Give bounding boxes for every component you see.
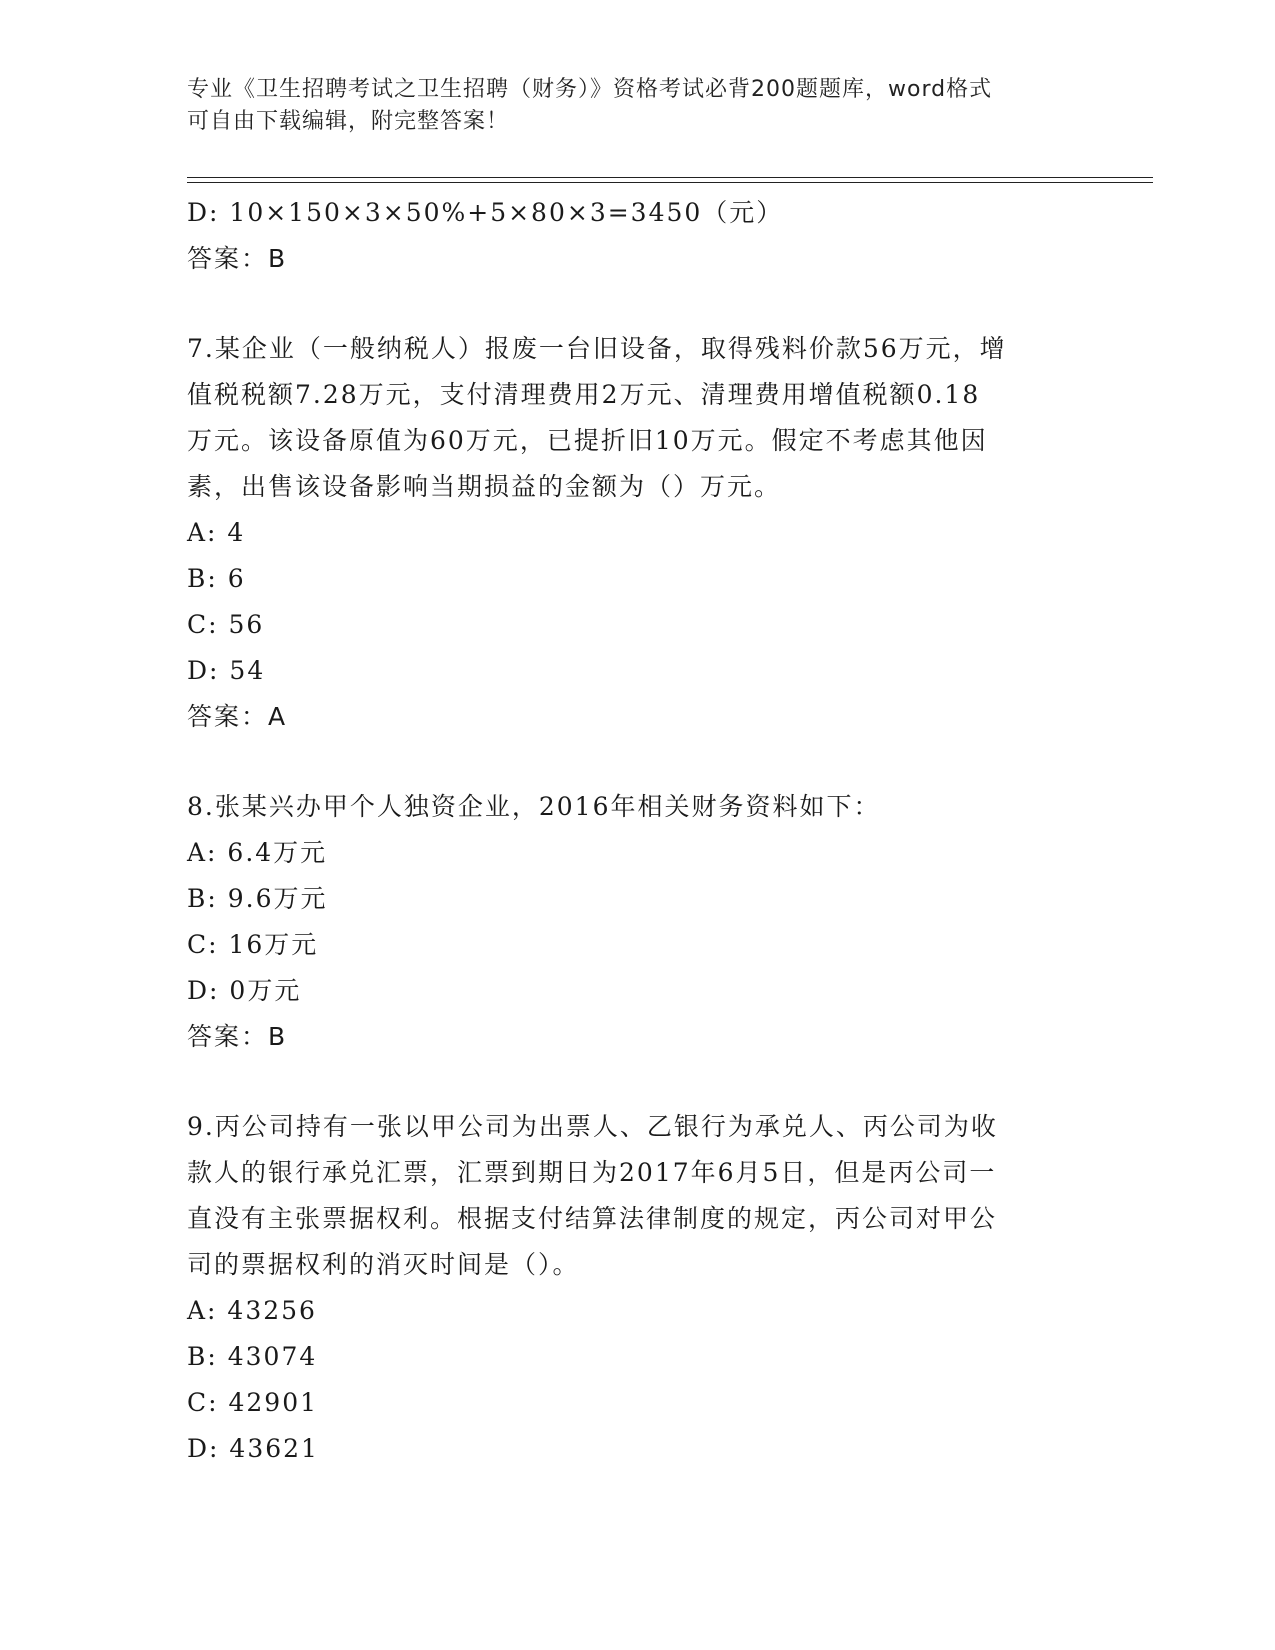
header-divider-bottom	[187, 182, 1153, 183]
question-text-line: 司的票据权利的消灭时间是（）。	[187, 1250, 580, 1279]
question-text-line: 直没有主张票据权利。根据支付结算法律制度的规定，丙公司对甲公	[187, 1204, 998, 1233]
option-a: A: 6.4万元	[187, 838, 328, 867]
question-text-line: 值税税额7.28万元，支付清理费用2万元、清理费用增值税额0.18	[187, 380, 981, 409]
option-c: C: 16万元	[187, 930, 319, 959]
document-header	[187, 74, 1067, 138]
option-b: B: 43074	[187, 1342, 318, 1371]
header-line-1: 专业《卫生招聘考试之卫生招聘（财务）》资格考试必背200题题库，word格式	[187, 77, 993, 102]
option-b: B: 9.6万元	[187, 884, 328, 913]
question-8	[187, 784, 1077, 1060]
option-d: D: 54	[187, 656, 266, 685]
option-d: D: 0万元	[187, 976, 302, 1005]
question-text-line: 8.张某兴办甲个人独资企业，2016年相关财务资料如下：	[187, 792, 881, 821]
option-a: A: 43256	[187, 1296, 317, 1325]
option-c: C: 56	[187, 610, 265, 639]
spacer	[187, 740, 1077, 784]
option-d: D: 10×150×3×50%+5×80×3=3450（元）	[187, 198, 784, 227]
question-text-line: 7.某企业（一般纳税人）报废一台旧设备，取得残料价款56万元，增	[187, 334, 1007, 363]
header-divider-top	[187, 177, 1153, 178]
spacer	[187, 282, 1077, 326]
previous-question-tail	[187, 190, 1077, 282]
question-text-line: 万元。该设备原值为60万元，已提折旧10万元。假定不考虑其他因	[187, 426, 988, 455]
question-text-line: 款人的银行承兑汇票，汇票到期日为2017年6月5日，但是丙公司一	[187, 1158, 997, 1187]
header-line-2: 可自由下载编辑，附完整答案！	[187, 109, 510, 134]
answer: 答案：B	[187, 244, 288, 273]
document-body	[187, 190, 1077, 1472]
spacer	[187, 1060, 1077, 1104]
answer: 答案：A	[187, 702, 288, 731]
option-d: D: 43621	[187, 1434, 319, 1463]
answer: 答案：B	[187, 1022, 288, 1051]
option-c: C: 42901	[187, 1388, 319, 1417]
question-9	[187, 1104, 1077, 1472]
question-text-line: 9.丙公司持有一张以甲公司为出票人、乙银行为承兑人、丙公司为收	[187, 1112, 998, 1141]
option-a: A: 4	[187, 518, 246, 547]
question-7	[187, 326, 1077, 740]
question-text-line: 素，出售该设备影响当期损益的金额为（）万元。	[187, 472, 782, 501]
option-b: B: 6	[187, 564, 246, 593]
